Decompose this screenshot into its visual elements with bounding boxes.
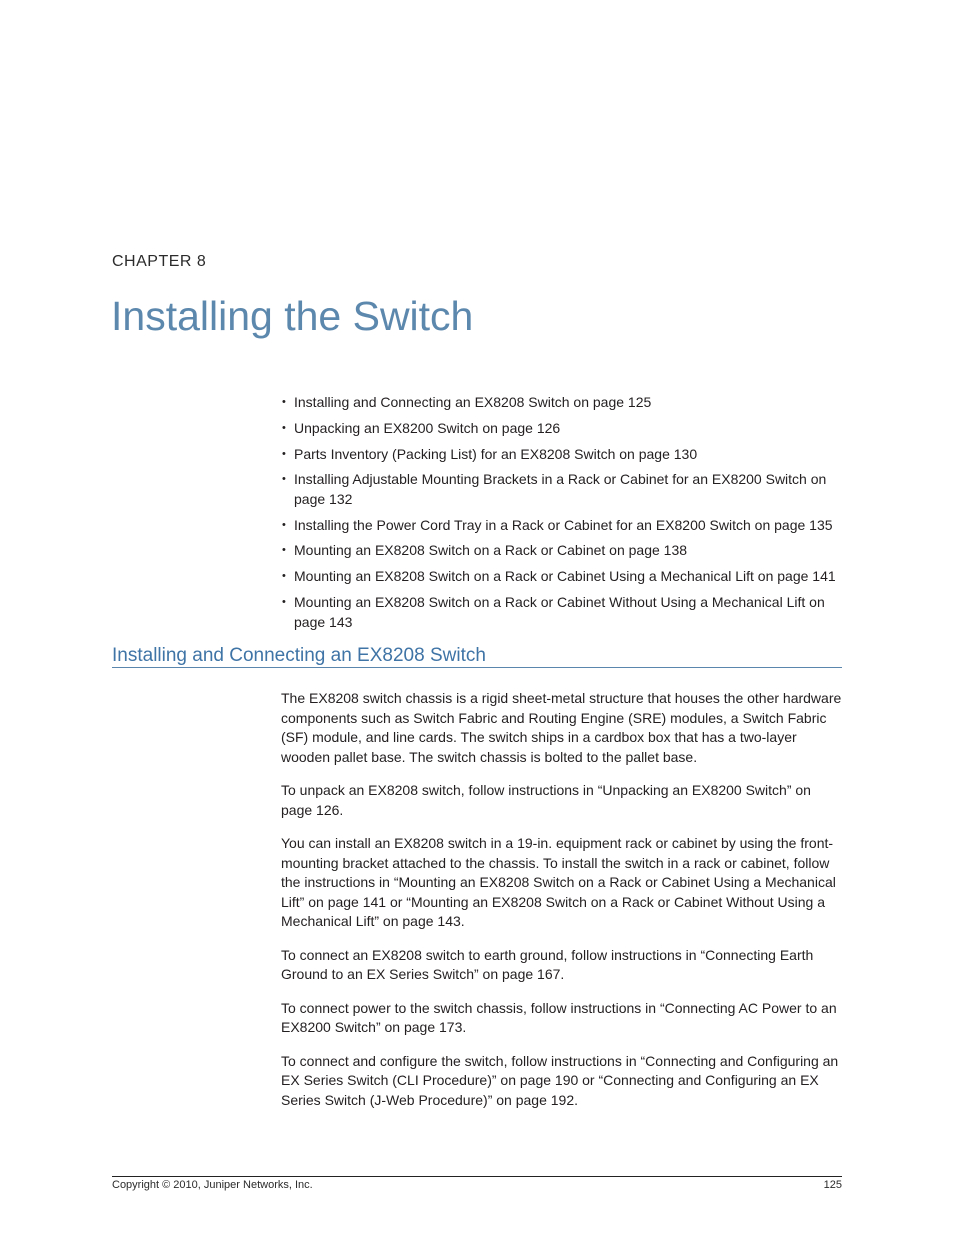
toc-item[interactable]: • Installing Adjustable Mounting Brackets in a Rack or Cabinet for an EX8200 Switch on page 132 bbox=[281, 470, 843, 509]
toc-item[interactable]: • Mounting an EX8208 Switch on a Rack or Cabinet Using a Mechanical Lift on page 141 bbox=[281, 567, 843, 587]
chapter-label: CHAPTER 8 bbox=[112, 253, 207, 270]
footer-page-number: 125 bbox=[823, 1179, 842, 1191]
chapter-title: Installing the Switch bbox=[111, 293, 474, 339]
toc-item[interactable]: • Mounting an EX8208 Switch on a Rack or Cabinet on page 138 bbox=[281, 541, 843, 561]
body-paragraph: To connect power to the switch chassis, follow instructions in “Connecting AC Power to an EX8200 Switch” on page 173. bbox=[281, 999, 837, 1035]
toc-item[interactable]: • Installing and Connecting an EX8208 Switch on page 125 bbox=[281, 393, 843, 413]
toc-item[interactable]: • Installing the Power Cord Tray in a Rack or Cabinet for an EX8200 Switch on page 135 bbox=[281, 516, 843, 536]
body-paragraph: To connect and configure the switch, follow instructions in “Connecting and Configuring an EX Series Switch (CLI Procedure)” on page 190 or “Connecting and Configuring an EX Series Switch (J-Web Procedure)” on page 192. bbox=[281, 1052, 839, 1108]
body-paragraph: To connect an EX8208 switch to earth ground, follow instructions in “Connecting Earth Ground to an EX Series Switch” on page 167. bbox=[281, 946, 814, 982]
body-paragraph: The EX8208 switch chassis is a rigid sheet-metal structure that houses the other hardware components such as Switch Fabric and Routing Engine (SRE) modules, a Switch Fabric (SF) module, and line cards. The switch ships in a cardbox box that has a two-layer wooden pallet base. The switch chassis is bolted to the pallet base. bbox=[281, 690, 842, 765]
body-paragraph: You can install an EX8208 switch in a 19-in. equipment rack or cabinet by using the front-mounting bracket attached to the chassis. To install the switch in a rack or cabinet, follow the instructions in “Mounting an EX8208 Switch on a Rack or Cabinet Using a Mechanical Lift” on page 141 or “Mounting an EX8208 Switch on a Rack or Cabinet Without Using a Mechanical Lift” on page 143. bbox=[281, 835, 836, 929]
toc-item[interactable]: • Unpacking an EX8200 Switch on page 126 bbox=[281, 419, 843, 439]
toc-item[interactable]: • Mounting an EX8208 Switch on a Rack or Cabinet Without Using a Mechanical Lift on page 143 bbox=[281, 593, 843, 632]
section-heading: Installing and Connecting an EX8208 Switch bbox=[112, 645, 842, 668]
footer-copyright: Copyright © 2010, Juniper Networks, Inc. bbox=[112, 1179, 313, 1191]
footer-rule bbox=[112, 1176, 842, 1177]
toc-item[interactable]: • Parts Inventory (Packing List) for an EX8208 Switch on page 130 bbox=[281, 445, 843, 465]
body-paragraph: To unpack an EX8208 switch, follow instructions in “Unpacking an EX8200 Switch” on page 126. bbox=[281, 782, 811, 818]
section-body bbox=[281, 689, 843, 1124]
chapter-toc-list bbox=[281, 393, 843, 638]
